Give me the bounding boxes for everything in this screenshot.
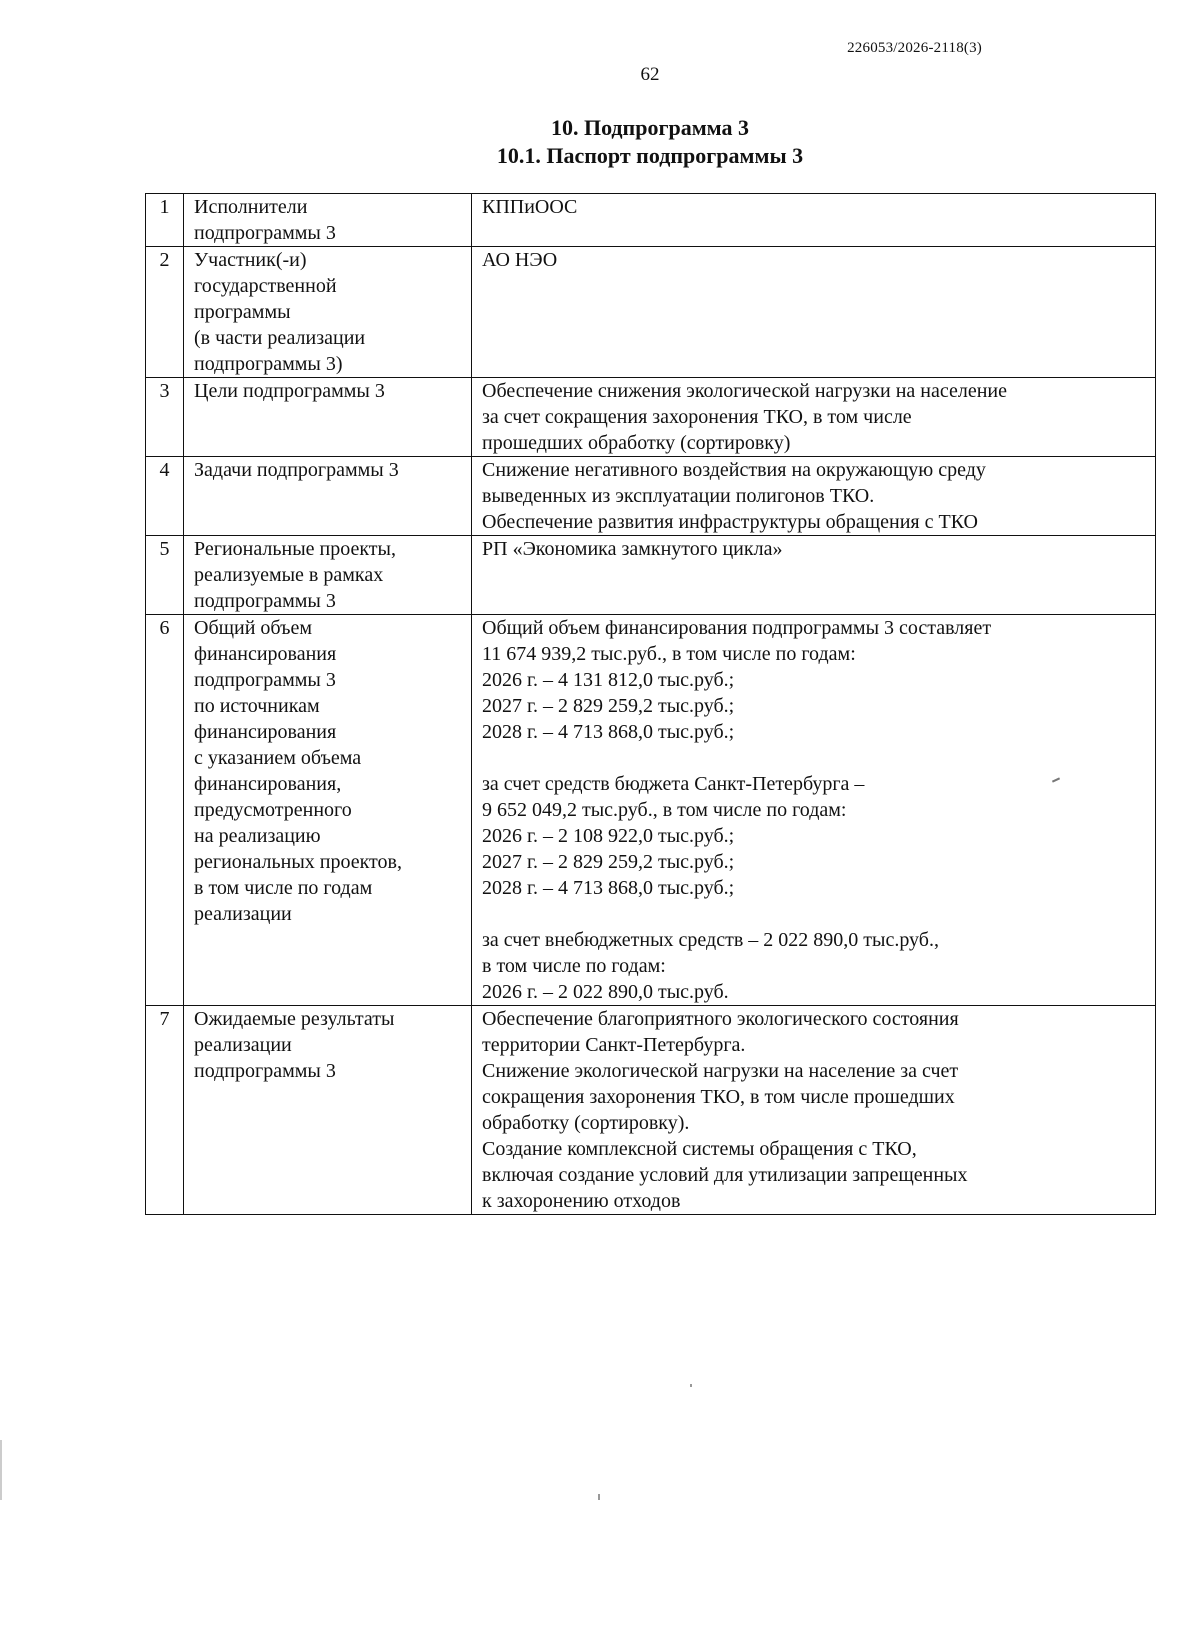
row-label-cell <box>184 536 472 615</box>
value-line: включая создание условий для утилизации запрещенных <box>482 1164 968 1186</box>
passport-heading: 10.1. Паспорт подпрограммы 3 <box>496 143 804 168</box>
row-number-cell: 3 <box>146 378 184 457</box>
value-line: за счет внебюджетных средств – 2 022 890,0 тыс.руб., <box>482 929 939 951</box>
row-number-cell: 7 <box>146 1006 184 1215</box>
value-line: обработку (сортировку). <box>482 1112 690 1134</box>
label-line: подпрограммы 3) <box>194 353 343 375</box>
row-label-cell <box>184 194 472 247</box>
passport-row <box>146 536 1156 615</box>
value-line: 9 652 049,2 тыс.руб., в том числе по годам: <box>482 799 847 821</box>
value-line: за счет сокращения захоронения ТКО, в том числе <box>482 406 912 428</box>
label-line: в том числе по годам <box>194 877 373 899</box>
blank-line <box>482 901 1147 927</box>
label-line: подпрограммы 3 <box>194 669 336 691</box>
row-label-cell <box>184 615 472 1006</box>
value-line: 2026 г. – 2 108 922,0 тыс.руб.; <box>482 825 735 847</box>
label-line: подпрограммы 3 <box>194 222 336 244</box>
scan-speck <box>690 1384 692 1387</box>
section-title <box>0 114 1200 170</box>
label-line: (в части реализации <box>194 327 366 349</box>
value-line: 2028 г. – 4 713 868,0 тыс.руб.; <box>482 877 735 899</box>
label-line: государственной <box>194 275 337 297</box>
label-line: Исполнители <box>194 196 308 218</box>
value-line: 2028 г. – 4 713 868,0 тыс.руб.; <box>482 721 735 743</box>
value-line: Снижение экологической нагрузки на население за счет <box>482 1060 959 1082</box>
label-line: реализуемые в рамках <box>194 564 384 586</box>
label-line: предусмотренного <box>194 799 352 821</box>
label-line: на реализацию <box>194 825 321 847</box>
value-line: 2026 г. – 4 131 812,0 тыс.руб.; <box>482 669 735 691</box>
value-line: 11 674 939,2 тыс.руб., в том числе по годам: <box>482 643 856 665</box>
passport-row <box>146 194 1156 247</box>
label-line: с указанием объема <box>194 747 362 769</box>
document-registration-number: 226053/2026-2118(3) <box>847 40 982 56</box>
row-value-cell <box>472 194 1156 247</box>
value-line: Обеспечение снижения экологической нагрузки на население <box>482 380 1007 402</box>
label-line: подпрограммы 3 <box>194 590 336 612</box>
value-line: к захоронению отходов <box>482 1190 681 1212</box>
label-line: реализации <box>194 903 292 925</box>
row-value-cell <box>472 378 1156 457</box>
section-heading: 10. Подпрограмма 3 <box>550 115 750 140</box>
row-value-cell <box>472 615 1156 1006</box>
value-line: Обеспечение благоприятного экологического состояния <box>482 1008 959 1030</box>
value-line: в том числе по годам: <box>482 955 666 977</box>
label-line: реализации <box>194 1034 292 1056</box>
label-line: Региональные проекты, <box>194 538 396 560</box>
label-line: Общий объем <box>194 617 312 639</box>
row-label-cell <box>184 247 472 378</box>
subprogram-passport-table <box>145 193 1156 1215</box>
passport-row <box>146 457 1156 536</box>
value-line: 2027 г. – 2 829 259,2 тыс.руб.; <box>482 695 735 717</box>
scan-edge-shadow <box>0 1440 2 1500</box>
row-value-cell <box>472 247 1156 378</box>
page-number: 62 <box>640 64 660 85</box>
value-line: сокращения захоронения ТКО, в том числе прошедших <box>482 1086 955 1108</box>
row-label-cell <box>184 457 472 536</box>
label-line: финансирования, <box>194 773 342 795</box>
value-line: Общий объем финансирования подпрограммы 3 составляет <box>482 617 992 639</box>
row-value-cell <box>472 536 1156 615</box>
row-number-cell: 1 <box>146 194 184 247</box>
scan-speck <box>598 1494 600 1500</box>
value-line: Создание комплексной системы обращения с ТКО, <box>482 1138 917 1160</box>
value-line: Снижение негативного воздействия на окружающую среду <box>482 459 986 481</box>
value-line: прошедших обработку (сортировку) <box>482 432 791 454</box>
row-number-cell: 4 <box>146 457 184 536</box>
row-value-cell <box>472 1006 1156 1215</box>
value-line: РП «Экономика замкнутого цикла» <box>482 538 783 560</box>
value-line: выведенных из эксплуатации полигонов ТКО. <box>482 485 875 507</box>
label-line: финансирования <box>194 721 337 743</box>
value-line: за счет средств бюджета Санкт-Петербурга – <box>482 773 865 795</box>
passport-row <box>146 247 1156 378</box>
blank-line <box>482 745 1147 771</box>
label-line: Участник(-и) <box>194 249 307 271</box>
value-line: территории Санкт-Петербурга. <box>482 1034 746 1056</box>
label-line: подпрограммы 3 <box>194 1060 336 1082</box>
passport-table-body <box>146 194 1156 1215</box>
row-number-cell: 6 <box>146 615 184 1006</box>
value-line: Обеспечение развития инфраструктуры обращения с ТКО <box>482 511 978 533</box>
passport-row <box>146 1006 1156 1215</box>
label-line: Ожидаемые результаты <box>194 1008 395 1030</box>
label-line: финансирования <box>194 643 337 665</box>
label-line: Задачи подпрограммы 3 <box>194 459 399 481</box>
label-line: региональных проектов, <box>194 851 402 873</box>
value-line: 2026 г. – 2 022 890,0 тыс.руб. <box>482 981 729 1003</box>
passport-row <box>146 378 1156 457</box>
label-line: по источникам <box>194 695 320 717</box>
label-line: Цели подпрограммы 3 <box>194 380 385 402</box>
passport-row <box>146 615 1156 1006</box>
row-number-cell: 5 <box>146 536 184 615</box>
row-value-cell <box>472 457 1156 536</box>
row-label-cell <box>184 378 472 457</box>
value-line: КППиООС <box>482 196 578 218</box>
value-line: АО НЭО <box>482 249 558 271</box>
row-number-cell: 2 <box>146 247 184 378</box>
row-label-cell <box>184 1006 472 1215</box>
label-line: программы <box>194 301 291 323</box>
value-line: 2027 г. – 2 829 259,2 тыс.руб.; <box>482 851 735 873</box>
